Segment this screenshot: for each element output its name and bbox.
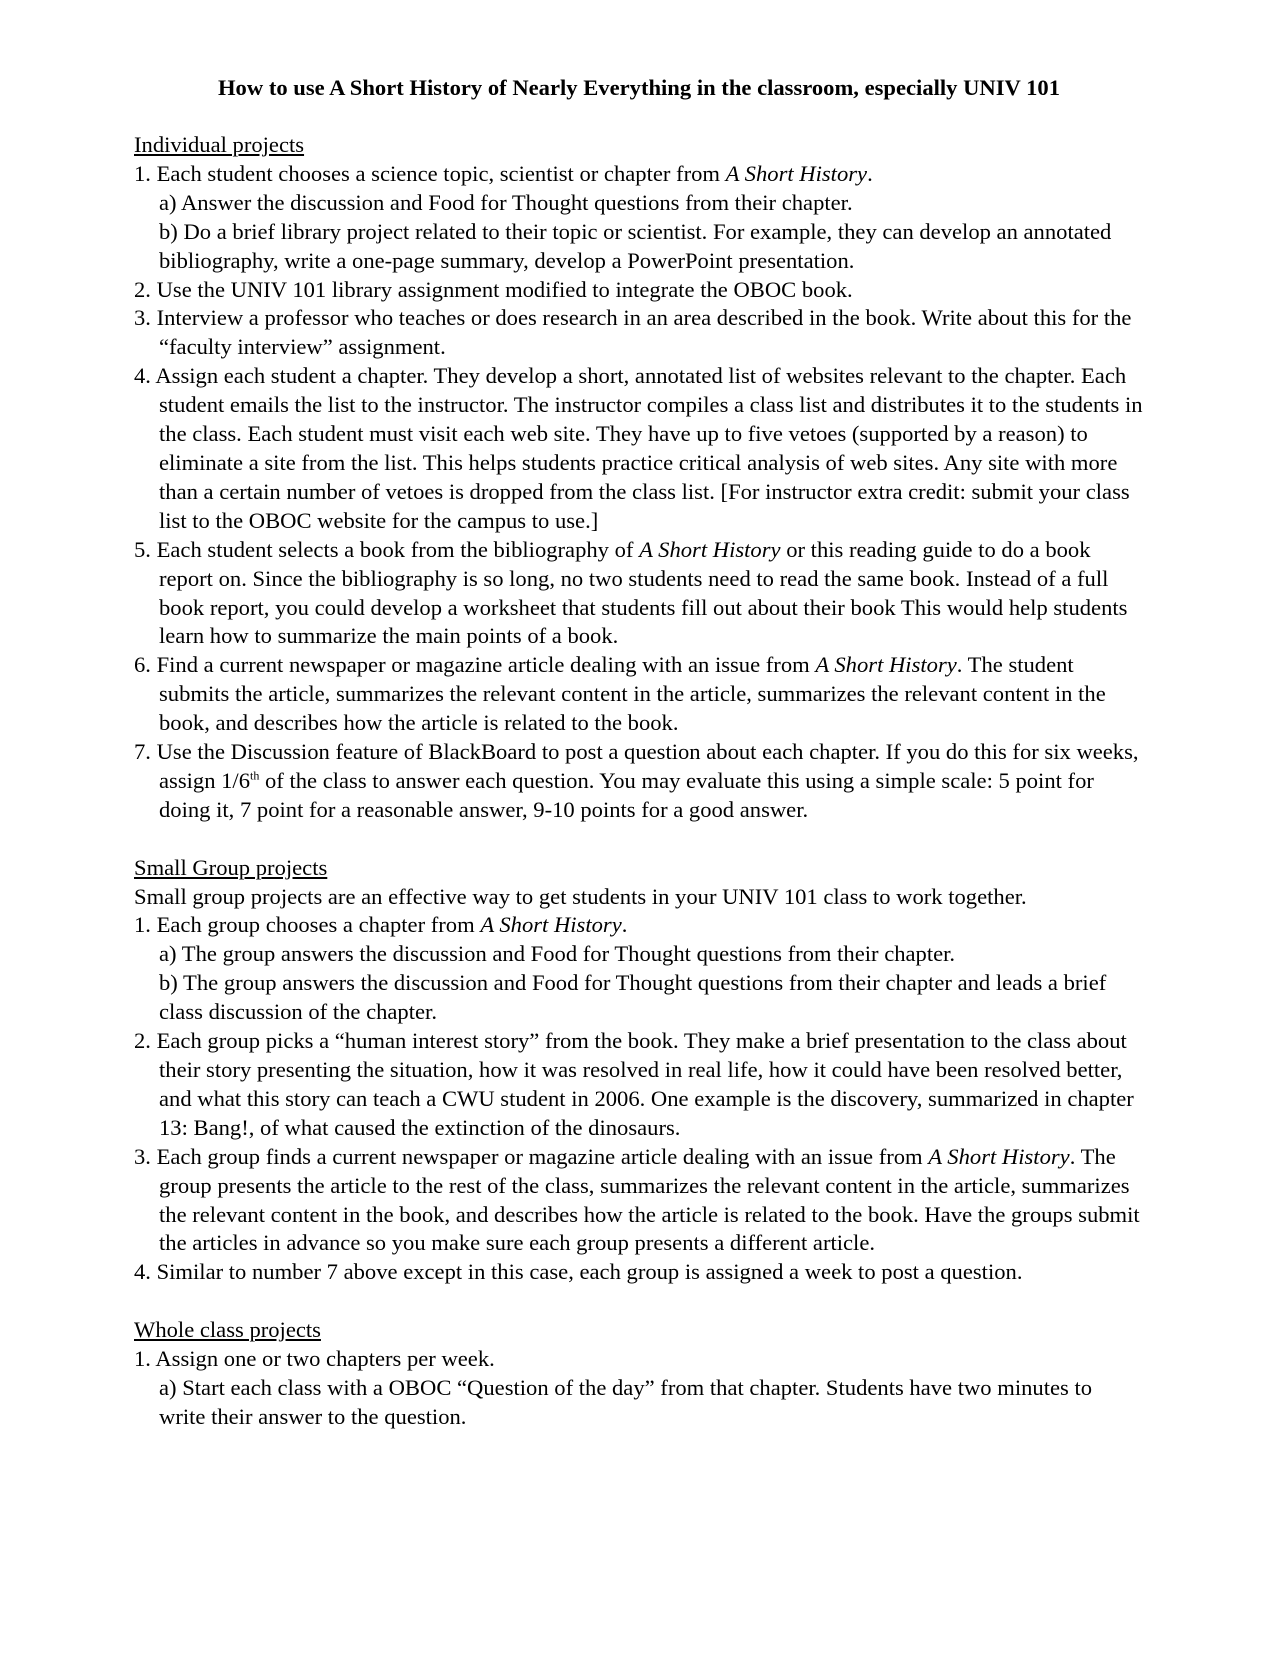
individual-item-7 — [134, 738, 1144, 825]
document-title: How to use A Short History of Nearly Everything in the classroom, especially UNIV 101 — [217, 75, 1060, 100]
small-group-item-3 — [134, 1143, 1144, 1259]
individual-item-6 — [134, 651, 1144, 738]
book-title-italic: A Short History — [815, 652, 957, 678]
text-run: . The student submits the article, summarizes the relevant content in the article, summarizes the relevant content in the book, and describes how the article is related to the book. — [159, 652, 1106, 736]
text-run: 6. Find a current newspaper or magazine article dealing with an issue from — [134, 652, 816, 678]
text-run: 5. Each student selects a book from the bibliography of — [134, 536, 640, 562]
individual-item-3: 3. Interview a professor who teaches or does research in an area described in the book. Write about this for the “faculty interview” assignment. — [134, 305, 1132, 360]
small-group-item-4: 4. Similar to number 7 above except in this case, each group is assigned a week to post a question. — [134, 1259, 1023, 1285]
individual-item-2: 2. Use the UNIV 101 library assignment modified to integrate the OBOC book. — [134, 276, 853, 302]
section-heading-small-group: Small Group projects — [134, 854, 328, 880]
individual-item-4: 4. Assign each student a chapter. They develop a short, annotated list of websites relevant to the chapter. Each student emails the list to the instructor. The instructor compiles a class list and distributes it to the students in the class. Each student must visit each web site. They have up to five vetoes (supported by a reason) to eliminate a site from the list. This helps students practice critical analysis of web sites. Any site with more than a certain number of vetoes is dropped from the class list. [For instructor extra credit: submit your class list to the OBOC website for the campus to use.] — [134, 363, 1143, 533]
text-run: 1. Each group chooses a chapter from — [134, 912, 481, 938]
book-title-italic: A Short History — [639, 536, 781, 562]
superscript-ordinal: th — [250, 768, 260, 783]
small-group-item-1b: b) The group answers the discussion and Food for Thought questions from their chapter and leads a brief class discussion of the chapter. — [159, 970, 1107, 1025]
small-group-item-1 — [134, 911, 1144, 940]
section-small-group-projects — [134, 854, 1144, 1288]
text-run: or this reading guide to do a book report on. Since the bibliography is so long, no two students need to read the same book. Instead of a full book report, you could develop a worksheet that students fill out about their book This would help students learn how to summarize the main points of a book. — [159, 536, 1128, 649]
small-group-intro: Small group projects are an effective way to get students in your UNIV 101 class to work together. — [134, 883, 1027, 909]
section-heading-whole-class: Whole class projects — [134, 1317, 321, 1343]
book-title-italic: A Short History — [725, 160, 868, 186]
section-individual-projects — [134, 131, 1144, 825]
text-run: 1. Each student chooses a science topic, scientist or chapter from — [134, 160, 726, 186]
section-spacer — [134, 825, 1144, 854]
whole-class-item-1a: a) Start each class with a OBOC “Question of the day” from that chapter. Students have two minutes to write their answer to the question. — [159, 1374, 1093, 1429]
individual-item-1a: a) Answer the discussion and Food for Thought questions from their chapter. — [159, 189, 853, 215]
text-run: 3. Each group finds a current newspaper or magazine article dealing with an issue from — [134, 1143, 929, 1169]
individual-item-1 — [134, 160, 1144, 189]
text-run: . — [867, 160, 873, 186]
individual-item-5 — [134, 536, 1144, 652]
individual-item-1b: b) Do a brief library project related to their topic or scientist. For example, they can develop an annotated bibliography, write a one-page summary, develop a PowerPoint presentation. — [159, 218, 1112, 273]
section-heading-individual: Individual projects — [134, 132, 305, 157]
whole-class-item-1: 1. Assign one or two chapters per week. — [134, 1346, 495, 1372]
text-run: of the class to answer each question. You may evaluate this using a simple scale: 5 point for doing it, 7 point for a reasonable answer, 9-10 points for a good answer. — [159, 767, 1094, 822]
section-whole-class-projects — [134, 1316, 1144, 1432]
section-spacer — [134, 1287, 1144, 1316]
book-title-italic: A Short History — [480, 912, 622, 938]
small-group-item-2: 2. Each group picks a “human interest story” from the book. They make a brief presentation to the class about their story presenting the situation, how it was resolved in real life, how it could have been resolved better, and what this story can teach a CWU student in 2006. One example is the discovery, summarized in chapter 13: Bang!, of what caused the extinction of the dinosaurs. — [134, 1028, 1134, 1140]
document-page — [134, 74, 1144, 1432]
small-group-item-1a: a) The group answers the discussion and Food for Thought questions from their chapter. — [159, 941, 956, 967]
text-run: . The group presents the article to the rest of the class, summarizes the relevant content in the article, summarizes the relevant content in the book, and describes how the article is related to the book. Have the groups submit the articles in advance so you make sure each group presents a different article. — [159, 1143, 1140, 1256]
text-run: . — [621, 912, 628, 938]
text-run: 7. Use the Discussion feature of BlackBoard to post a question about each chapter. If you do this for six weeks, assign 1/6 — [134, 739, 1139, 793]
book-title-italic: A Short History — [928, 1143, 1070, 1169]
